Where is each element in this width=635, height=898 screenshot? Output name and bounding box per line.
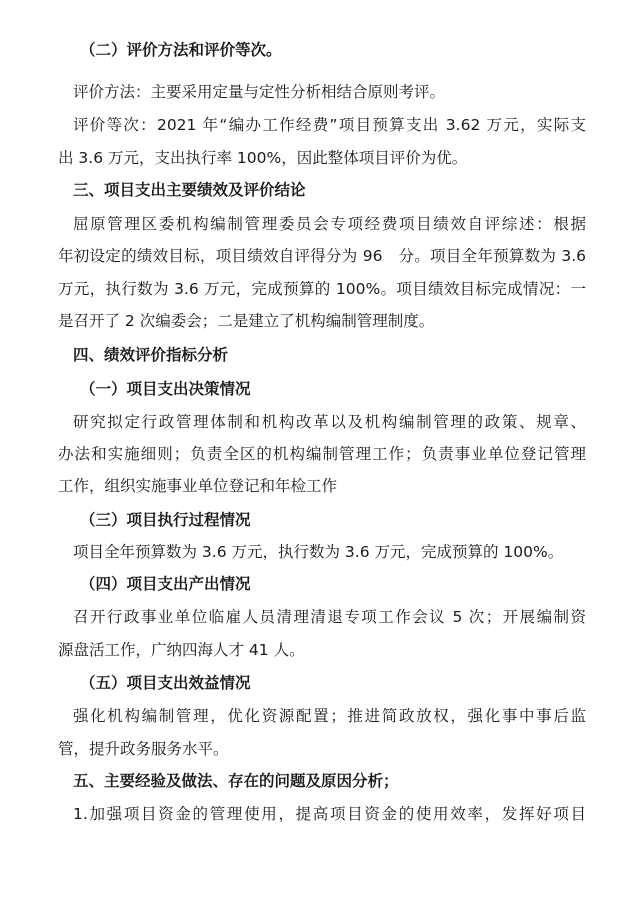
paragraph-line: 是召开了 2 次编委会；二是建立了机构编制管理制度。 [58, 312, 435, 330]
paragraph-line: 工作，组织实施事业单位登记和年检工作 [58, 477, 338, 495]
paragraph-line: 1.加强项目资金的管理使用，提高项目资金的使用效率，发挥好项目 [73, 805, 586, 823]
section-heading-5: 五、主要经验及做法、存在的问题及原因分析； [73, 772, 399, 790]
paragraph-line: 召开行政事业单位临雇人员清理清退专项工作会议 5 次；开展编制资 [73, 608, 586, 626]
section-heading-4: 四、绩效评价指标分析 [73, 346, 229, 364]
paragraph-line: 年初设定的绩效目标，项目绩效自评得分为 96 分。项目全年预算数为 3.6 [58, 247, 586, 265]
paragraph-line: 屈原管理区委机构编制管理委员会专项经费项目绩效自评综述：根据 [73, 215, 586, 233]
paragraph-line: 强化机构编制管理，优化资源配置；推进简政放权，强化事中事后监 [73, 707, 586, 725]
subsection-heading-5: （五）项目支出效益情况 [80, 674, 251, 692]
paragraph-line: 出 3.6 万元，支出执行率 100%，因此整体项目评价为优。 [58, 149, 468, 167]
paragraph-line: 万元，执行数为 3.6 万元，完成预算的 100%。项目绩效目标完成情况：一 [58, 280, 586, 298]
paragraph-line: 评价等次：2021 年“编办工作经费”项目预算支出 3.62 万元，实际支 [73, 116, 586, 134]
subsection-heading-3: （三）项目执行过程情况 [80, 511, 251, 529]
paragraph-line: 源盘活工作，广纳四海人才 41 人。 [58, 641, 305, 659]
section-heading-evaluation-method: （二）评价方法和评价等次。 [80, 41, 282, 59]
paragraph-line: 项目全年预算数为 3.6 万元，执行数为 3.6 万元，完成预算的 100%。 [73, 543, 564, 561]
paragraph-line: 评价方法：主要采用定量与定性分析相结合原则考评。 [73, 83, 446, 101]
paragraph-line: 研究拟定行政管理体制和机构改革以及机构编制管理的政策、规章、 [73, 413, 586, 431]
paragraph-line: 办法和实施细则；负责全区的机构编制管理工作；负责事业单位登记管理 [58, 445, 586, 463]
subsection-heading-1: （一）项目支出决策情况 [80, 380, 251, 398]
subsection-heading-4: （四）项目支出产出情况 [80, 575, 251, 593]
section-heading-3: 三、项目支出主要绩效及评价结论 [73, 181, 306, 199]
paragraph-line: 管，提升政务服务水平。 [58, 740, 229, 758]
